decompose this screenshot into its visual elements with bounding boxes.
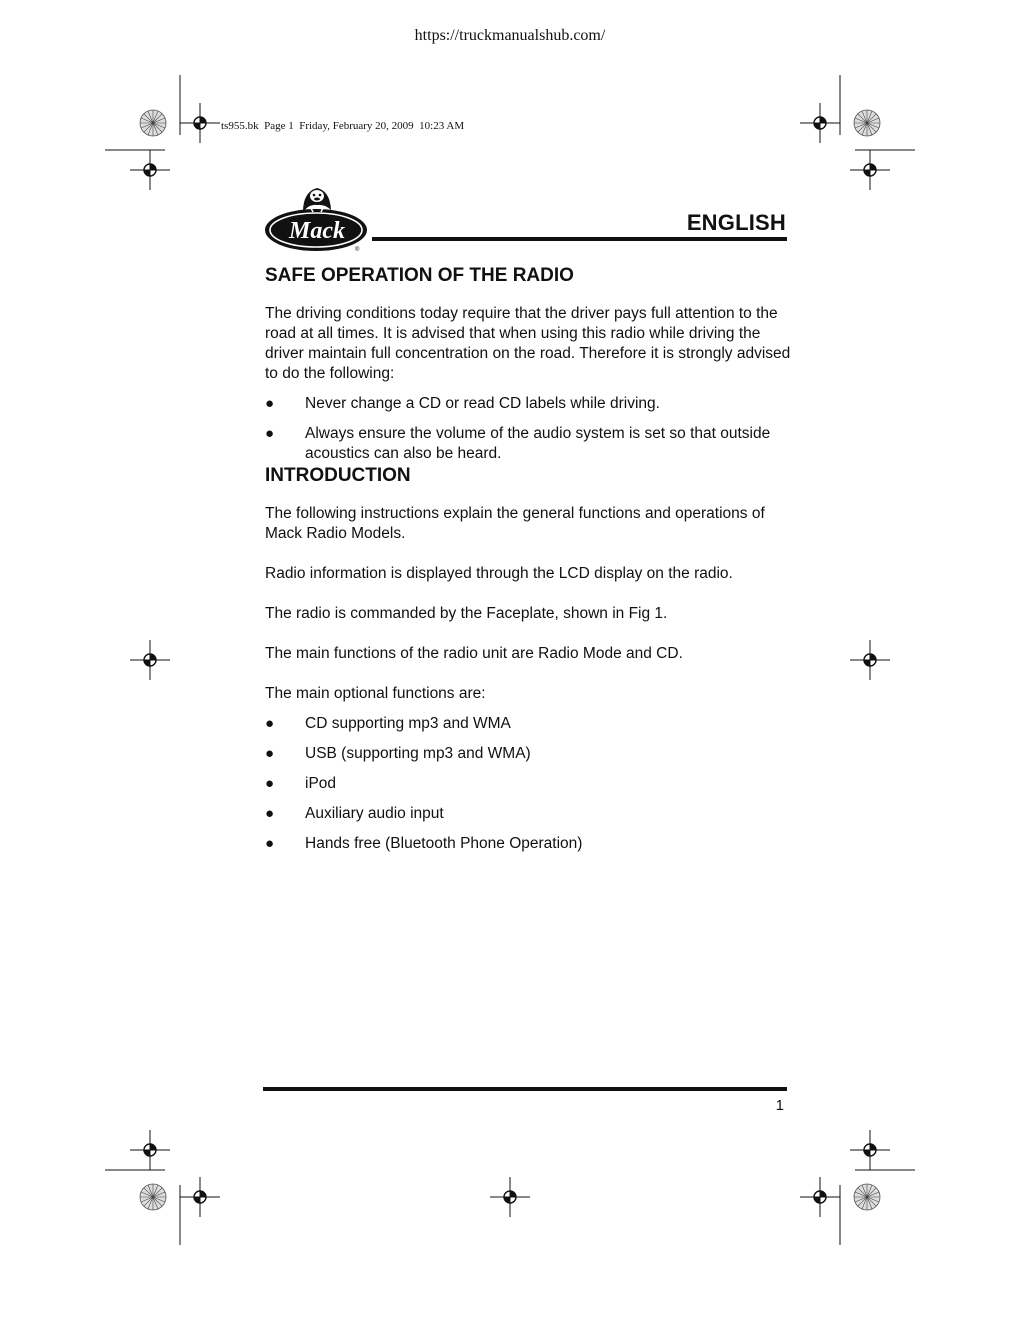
optional-functions-list xyxy=(265,714,795,854)
footer-rule xyxy=(263,1087,787,1091)
safe-operation-list xyxy=(265,394,795,464)
logo-wordmark: Mack xyxy=(289,218,345,244)
language-label: ENGLISH xyxy=(686,210,786,235)
list-item: ● Always ensure the volume of the audio system is set so that outside acoustics can also be heard. xyxy=(265,425,771,462)
bullet-icon: ● xyxy=(265,715,275,732)
list-item: ● USB (supporting mp3 and WMA) xyxy=(265,745,531,762)
intro-paragraph: The radio is commanded by the Faceplate, shown in Fig 1. xyxy=(265,605,668,622)
list-item: ● CD supporting mp3 and WMA xyxy=(265,715,511,732)
header-rule xyxy=(372,237,787,241)
introduction-heading: INTRODUCTION xyxy=(265,465,411,486)
intro-paragraph: The main optional functions are: xyxy=(265,685,486,702)
bullet-icon: ● xyxy=(265,805,275,822)
bullet-icon: ● xyxy=(265,775,275,792)
mack-bulldog-logo xyxy=(263,182,373,254)
bullet-icon: ● xyxy=(265,425,275,442)
list-item: ● Auxiliary audio input xyxy=(265,805,444,822)
svg-text:®: ® xyxy=(355,247,360,253)
bullet-icon: ● xyxy=(265,835,275,852)
source-url: https://truckmanualshub.com/ xyxy=(414,27,606,44)
list-item: ● Hands free (Bluetooth Phone Operation) xyxy=(265,835,583,852)
page-content xyxy=(265,264,795,854)
print-slug: ts955.bk Page 1 Friday, February 20, 2009 10:23 AM xyxy=(221,120,465,132)
intro-paragraph: The main functions of the radio unit are Radio Mode and CD. xyxy=(265,645,683,662)
list-item: ● iPod xyxy=(265,775,337,792)
intro-paragraph: The following instructions explain the general functions and operations of Mack Radio Models. xyxy=(265,505,765,542)
list-item: ● Never change a CD or read CD labels while driving. xyxy=(265,395,660,412)
bullet-icon: ● xyxy=(265,395,275,412)
intro-paragraph: Radio information is displayed through the LCD display on the radio. xyxy=(265,565,733,582)
page-number: 1 xyxy=(775,1097,784,1114)
safe-operation-heading: SAFE OPERATION OF THE RADIO xyxy=(265,265,574,286)
bullet-icon: ● xyxy=(265,745,275,762)
safe-operation-paragraph: The driving conditions today require that the driver pays full attention to the road at all times. It is advised that when using this radio while driving the driver maintain full concentration on the road. Therefore it is strongly advised to do the following: xyxy=(265,305,791,382)
